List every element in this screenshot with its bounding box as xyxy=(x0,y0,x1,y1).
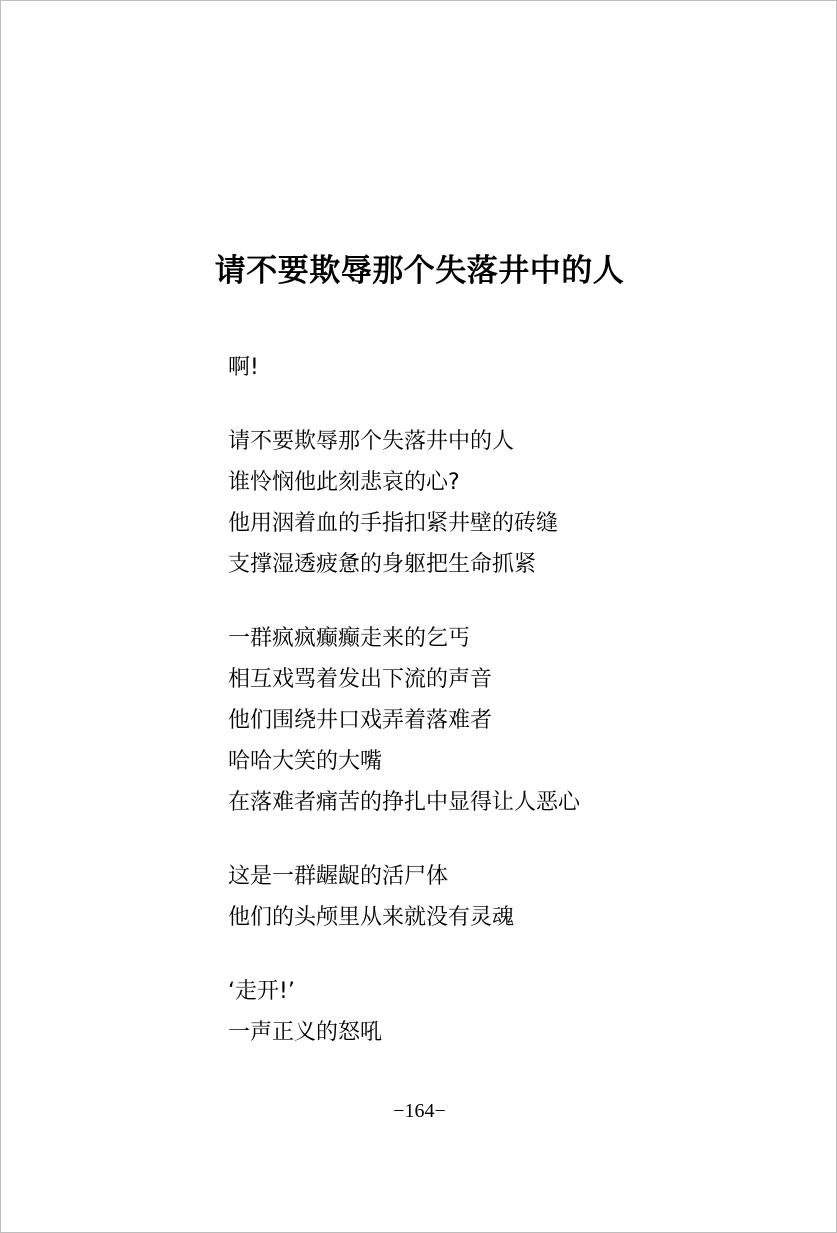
poem-line: 谁怜悯他此刻悲哀的心? xyxy=(228,470,460,495)
poem-line: 他用洇着血的手指扣紧井壁的砖缝 xyxy=(228,511,559,536)
poem-line: 他们的头颅里从来就没有灵魂 xyxy=(228,905,515,930)
stanza-4 xyxy=(228,856,788,938)
stanza-gap xyxy=(228,938,788,971)
poem-line: 这是一群龌龊的活尸体 xyxy=(228,864,449,889)
poem-line: 一群疯疯癫癫走来的乞丐 xyxy=(228,626,471,651)
poem-line: 支撑湿透疲惫的身躯把生命抓紧 xyxy=(228,552,537,577)
stanza-gap xyxy=(228,388,788,421)
poem-body xyxy=(228,347,788,1053)
poem-line: 相互戏骂着发出下流的声音 xyxy=(228,667,493,692)
poem-line: 在落难者痛苦的挣扎中显得让人恶心 xyxy=(228,790,581,815)
poem-line: 请不要欺辱那个失落井中的人 xyxy=(228,429,515,454)
stanza-gap xyxy=(228,823,788,856)
page-number: −164− xyxy=(393,1100,446,1122)
stanza-5 xyxy=(228,971,788,1053)
stanza-2 xyxy=(228,421,788,585)
poem-line: 哈哈大笑的大嘴 xyxy=(228,749,383,774)
stanza-gap xyxy=(228,585,788,618)
poem-line: 他们围绕井口戏弄着落难者 xyxy=(228,708,493,733)
poem-line: 一声正义的怒吼 xyxy=(228,1020,383,1045)
poem-line: 啊! xyxy=(228,355,259,380)
poem-line: ‘走开!’ xyxy=(228,979,295,1004)
poem-title: 请不要欺辱那个失落井中的人 xyxy=(214,253,625,289)
stanza-3 xyxy=(228,618,788,823)
stanza-1 xyxy=(228,347,788,388)
